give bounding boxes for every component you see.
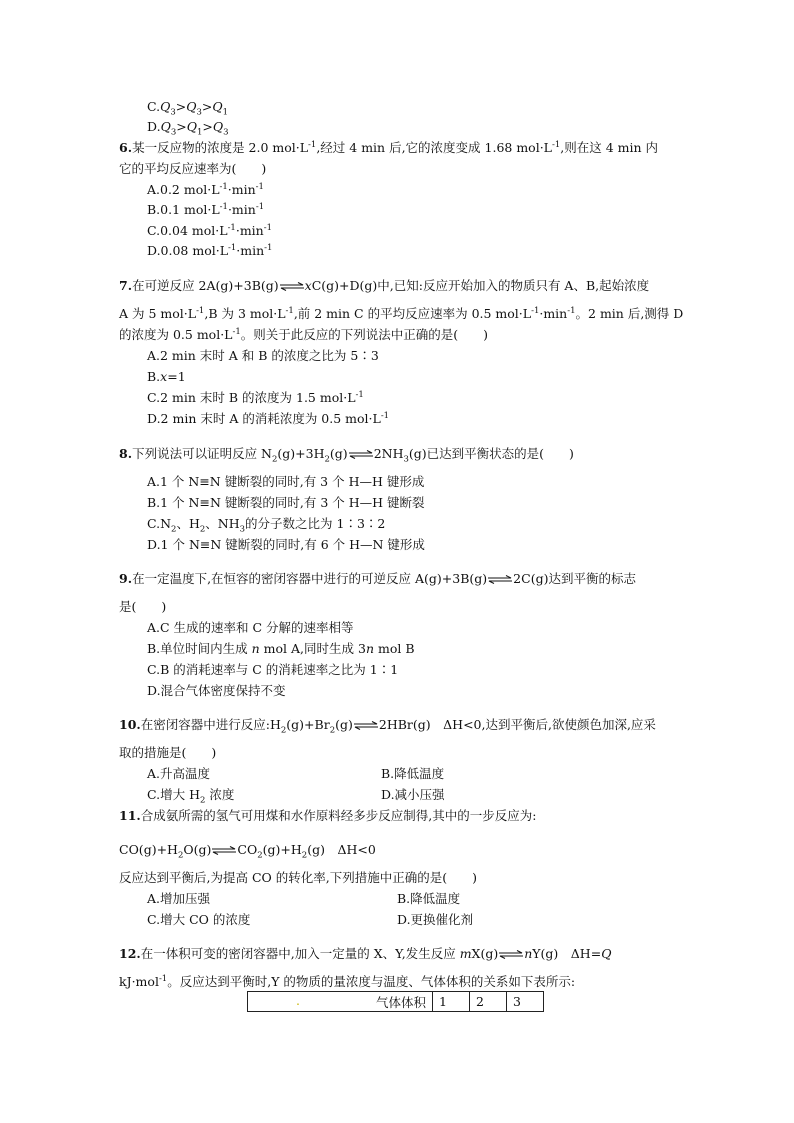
q5-option-d: $D.Q_3>Q_1>Q_3$	[147, 119, 229, 138]
q10-stem-line2: 取的措施是( )	[119, 745, 217, 760]
q6-stem-line1: 6.某一反应物的浓度是 2.0 $mol\cdot L^{-1}$,经过 4 min 后,它的浓度变成 1.68 $mol\cdot L^{-1}$,则在这 4 min 内	[119, 139, 659, 155]
q7-stem-line3: 的浓度为 0.5 $mol\cdot L^{-1}$。则关于此反应的下列说法中正确的是( )	[119, 326, 489, 342]
q10-option-d: D.减小压强	[381, 787, 445, 802]
q9-option-c: C.B 的消耗速率与 C 的消耗速率之比为 1∶1	[147, 662, 399, 677]
q5-option-c: $C.Q_3>Q_3>Q_1$	[147, 99, 229, 118]
q8-option-b: B.1 个 N≡N 键断裂的同时,有 3 个 H—H 键断裂	[147, 495, 425, 510]
table-col-3: 3	[507, 992, 544, 1012]
q7-option-b: B.x=1	[147, 369, 186, 384]
table-header-cell: . 气体体积	[248, 992, 433, 1012]
q9-option-b: B.单位时间内生成 n mol A,同时生成 3n mol B	[147, 641, 415, 656]
equilibrium-arrow-icon	[348, 450, 374, 459]
equilibrium-arrow-icon	[279, 282, 305, 291]
equilibrium-arrow-icon	[498, 950, 524, 959]
table-col-1: 1	[433, 992, 470, 1012]
q11-option-c: C.增大 CO 的浓度	[147, 912, 251, 927]
equilibrium-arrow-icon	[211, 846, 237, 855]
q10-stem-line1: 10.在密闭容器中进行反应$:H_2(g)+Br_2(g)$ 2HBr(g) ΔH<0,达到平衡后,欲使颜色加深,应采	[119, 717, 656, 736]
q11-option-a: A.增加压强	[147, 891, 211, 906]
q11-option-d: D.更换催化剂	[397, 912, 474, 927]
q7-option-c: C.2 min 末时 B 的浓度为 1.5 $mol\cdot L^{-1}$	[147, 389, 364, 405]
q12-stem-line1: 12.在一体积可变的密闭容器中,加入一定量的 X、Y,发生反应 mX(g) nY(g) ΔH=Q	[119, 946, 612, 961]
q11-stem-line1: 11.合成氨所需的氢气可用煤和水作原料经多步反应制得,其中的一步反应为:	[119, 808, 537, 823]
q6-option-d: D.0.08 $mol\cdot L^{-1}\cdot\min^{-1}$	[147, 242, 273, 258]
q6-option-a: A.0.2 $mol\cdot L^{-1}\cdot\min^{-1}$	[147, 181, 264, 197]
q7-stem-line2: A 为 5 $mol\cdot L^{-1},B$ 为 3 $mol\cdot L^{-1}$,前 2 min C 的平均反应速率为 0.5 $mol\cdot L^{-1}\cdot\min^{-1}$。2 min 后,测得 D	[119, 305, 684, 321]
q9-stem-line1: 9.在一定温度下,在恒容的密闭容器中进行的可逆反应 A(g)+3B(g) 2C(g)达到平衡的标志	[119, 571, 636, 586]
q6-option-b: B.0.1 $mol\cdot L^{-1}\cdot\min^{-1}$	[147, 201, 265, 217]
q9-option-d: D.混合气体密度保持不变	[147, 683, 286, 698]
q6-option-c: C.0.04 $mol\cdot L^{-1}\cdot\min^{-1}$	[147, 222, 272, 238]
q9-option-a: A.C 生成的速率和 C 分解的速率相等	[147, 620, 354, 635]
equilibrium-arrow-icon	[353, 721, 379, 730]
q9-stem-line2: 是( )	[119, 599, 167, 614]
q7-stem-line1: 7.在可逆反应 2A(g)+3B(g) xC(g)+D(g)中,已知:反应开始加入的物质只有 A、B,起始浓度	[119, 278, 650, 293]
q11-option-b: B.降低温度	[397, 891, 461, 906]
q6-stem-line2: 它的平均反应速率为( )	[119, 161, 267, 176]
q7-option-d: D.2 min 末时 A 的消耗浓度为 0.5 $mol\cdot L^{-1}$	[147, 410, 390, 426]
table-row	[248, 992, 544, 1012]
q11-equation: $CO(g)+H_2O(g)$ $CO_2(g)+H_2(g)$ ΔH<0	[119, 842, 376, 861]
q12-stem-line2: kJ·mol$^{-1}$。反应达到平衡时,Y 的物质的量浓度与温度、气体体积的关系如下表所示:	[119, 973, 576, 989]
q11-stem-line3: 反应达到平衡后,为提高 CO 的转化率,下列措施中正确的是( )	[119, 870, 477, 885]
q8-option-d: D.1 个 N≡N 键断裂的同时,有 6 个 H—N 键形成	[147, 537, 425, 552]
table-col-2: 2	[470, 992, 507, 1012]
q7-option-a: A.2 min 末时 A 和 B 的浓度之比为 5∶3	[147, 348, 379, 363]
q10-option-c: C.增大 $H_2$ 浓度	[147, 787, 235, 806]
q10-option-b: B.降低温度	[381, 766, 445, 781]
q8-option-c: $C.N_2$、$H_2$、$NH_3$的分子数之比为 1∶3∶2	[147, 516, 386, 535]
q10-option-a: A.升高温度	[147, 766, 211, 781]
q8-stem: 8.下列说法可以证明反应 $N_2(g)+3H_2(g)$ $2NH_3(g)$已达到平衡状态的是( )	[119, 446, 574, 465]
equilibrium-arrow-icon	[487, 575, 513, 584]
q8-option-a: A.1 个 N≡N 键断裂的同时,有 3 个 H—H 键形成	[147, 474, 425, 489]
data-table	[247, 991, 544, 1012]
